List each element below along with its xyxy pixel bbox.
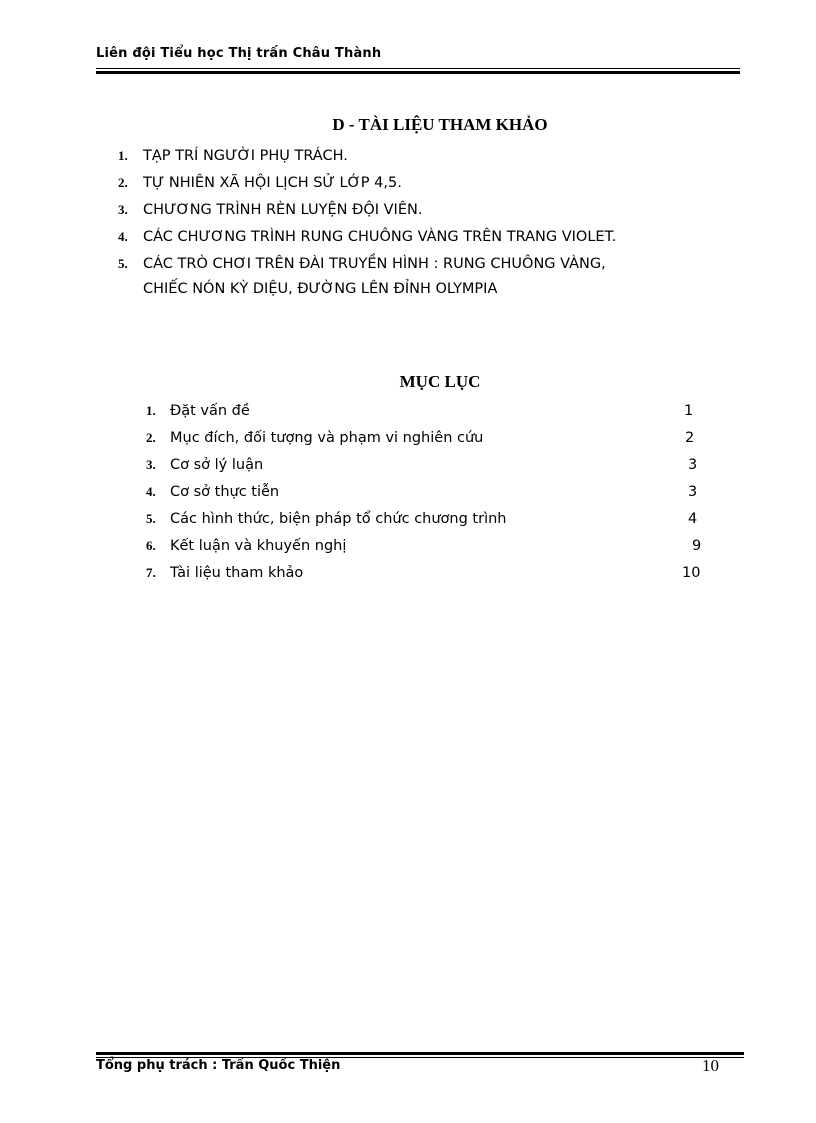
reference-number: 4. <box>118 229 128 244</box>
reference-text: CÁC TRÒ CHƠI TRÊN ĐÀI TRUYỀN HÌNH : RUNG CHUÔNG VÀNG, <box>143 256 606 272</box>
toc-item <box>146 508 706 535</box>
header-title: Liên đội Tiểu học Thị trấn Châu Thành <box>96 46 382 61</box>
toc-page-number: 1 <box>684 403 694 419</box>
header-rule-thin <box>96 68 740 69</box>
toc-entry: Tài liệu tham khảo <box>170 565 304 581</box>
toc-title: MỤC LỤC <box>399 372 481 391</box>
reference-continuation: CHIẾC NÓN KỲ DIỆU, ĐƯỜNG LÊN ĐỈNH OLYMPIA <box>143 281 498 297</box>
toc-entry: Cơ sở thực tiễn <box>170 484 280 500</box>
toc-page-number: 3 <box>688 484 698 500</box>
toc-page-number: 10 <box>682 565 701 581</box>
toc-number: 7. <box>146 565 156 580</box>
footer-author: Tổng phụ trách : Trần Quốc Thiện <box>96 1058 341 1073</box>
reference-number: 1. <box>118 148 128 163</box>
footer-rule-thick <box>96 1052 744 1055</box>
toc-page-number: 9 <box>692 538 702 554</box>
reference-number: 5. <box>118 256 128 271</box>
reference-text: CHƯƠNG TRÌNH RÈN LUYỆN ĐỘI VIÊN. <box>143 202 423 218</box>
toc-page-number: 3 <box>688 457 698 473</box>
toc-item <box>146 481 706 508</box>
reference-text: TẠP TRÍ NGƯỜI PHỤ TRÁCH. <box>143 148 348 164</box>
toc-entry: Đặt vấn đề <box>170 403 250 419</box>
toc-item <box>146 535 706 562</box>
toc-number: 2. <box>146 430 156 445</box>
toc-number: 5. <box>146 511 156 526</box>
reference-text: CÁC CHƯƠNG TRÌNH RUNG CHUÔNG VÀNG TRÊN TRANG VIOLET. <box>143 229 617 245</box>
toc-number: 6. <box>146 538 156 553</box>
toc-entry: Kết luận và khuyến nghị <box>170 538 347 554</box>
toc-number: 1. <box>146 403 156 418</box>
footer-page-number: 10 <box>702 1056 719 1075</box>
toc-number: 3. <box>146 457 156 472</box>
reference-number: 2. <box>118 175 128 190</box>
reference-text: TỰ NHIÊN XÃ HỘI LỊCH SỬ LỚP 4,5. <box>143 175 402 191</box>
toc-item <box>146 562 706 589</box>
toc-list <box>146 400 706 589</box>
toc-item <box>146 454 706 481</box>
toc-entry: Mục đích, đối tượng và phạm vi nghiên cứu <box>170 430 484 446</box>
toc-entry: Cơ sở lý luận <box>170 457 264 473</box>
toc-item <box>146 427 706 454</box>
toc-entry: Các hình thức, biện pháp tổ chức chương trình <box>170 511 507 527</box>
toc-number: 4. <box>146 484 156 499</box>
toc-item <box>146 400 706 427</box>
toc-page-number: 2 <box>685 430 695 446</box>
reference-number: 3. <box>118 202 128 217</box>
header-rule-thick <box>96 71 740 74</box>
toc-page-number: 4 <box>688 511 698 527</box>
references-title: D - TÀI LIỆU THAM KHẢO <box>332 115 548 134</box>
